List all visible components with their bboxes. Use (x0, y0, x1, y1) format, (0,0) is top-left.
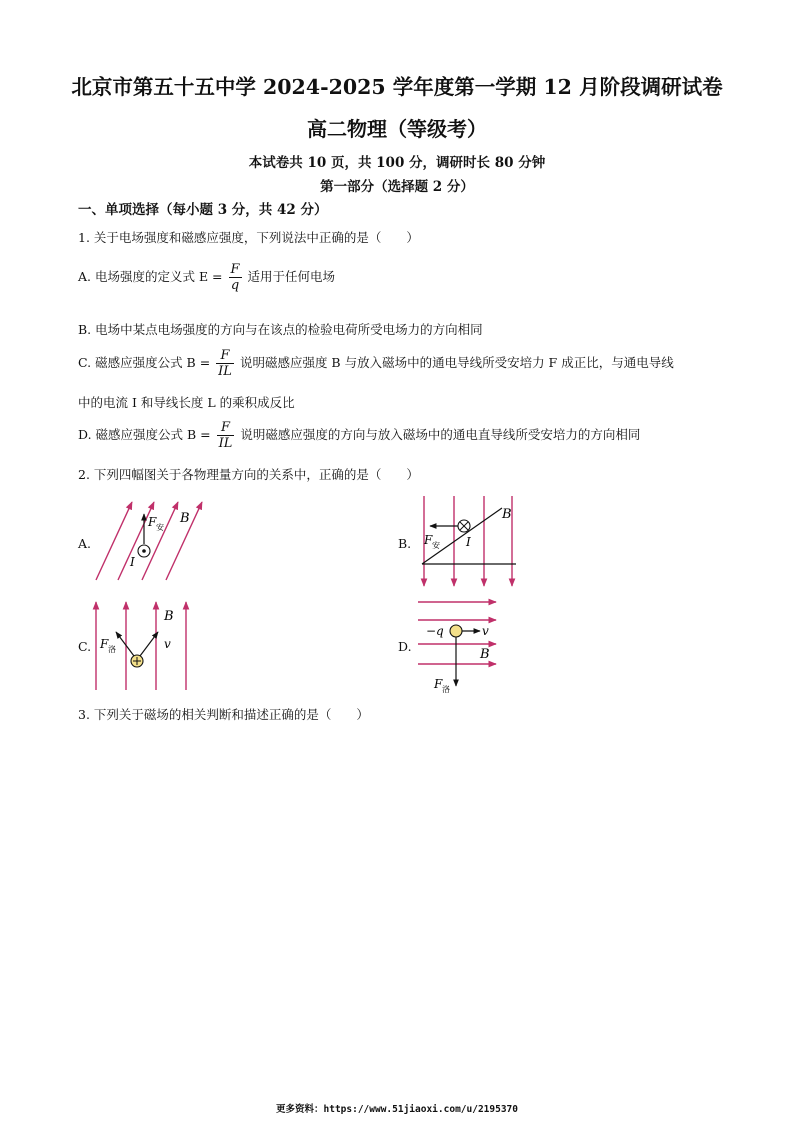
q1-stem: 1. 关于电场强度和磁感应强度，下列说法中正确的是（ ） (78, 230, 419, 245)
figure-c (92, 598, 202, 692)
q1-c-numerator: F (216, 348, 234, 364)
charge-label: −q (426, 624, 444, 638)
force-subscript: 安 (156, 523, 164, 532)
footer-link[interactable]: 更多资料：https://www.51jiaoxi.com/u/2195370 (276, 1104, 518, 1115)
part-heading: 第一部分（选择题 2 分） (320, 179, 474, 195)
q1-option-d (78, 420, 640, 451)
q1-c-prefix: C. 磁感应强度公式 B = (78, 355, 211, 370)
figure-d (416, 594, 500, 694)
q1-d-numerator: F (217, 420, 235, 436)
q1-d-suffix: 说明磁感应强度的方向与放入磁场中的通电直导线所受安培力的方向相同 (240, 427, 641, 442)
force-label: F (434, 677, 443, 691)
exam-info: 本试卷共 10 页，共 100 分，调研时长 80 分钟 (248, 155, 546, 171)
q1-option-a (78, 262, 335, 293)
q1-a-fraction (229, 262, 242, 293)
q3-stem: 3. 下列关于磁场的相关判断和描述正确的是（ ） (78, 707, 369, 722)
current-dot (142, 549, 146, 553)
q2-option-d-label: D. (398, 639, 412, 654)
field-label: B (164, 609, 174, 624)
force-label: F (148, 515, 157, 529)
field-label: B (480, 647, 490, 662)
current-label: I (130, 555, 135, 569)
negative-charge-symbol (450, 625, 462, 637)
q1-option-c (78, 348, 674, 379)
force-label: F (100, 637, 109, 651)
field-line (118, 502, 154, 580)
q1-a-suffix: 适用于任何电场 (247, 269, 336, 284)
velocity-label: v (482, 624, 489, 638)
q1-c-denominator: IL (218, 364, 232, 379)
q1-a-denominator: q (230, 278, 240, 293)
q1-d-fraction (217, 420, 235, 451)
q1-c-suffix: 说明磁感应强度 B 与放入磁场中的通电导线所受安培力 F 成正比，与通电导线 (239, 355, 674, 370)
figure-b (418, 494, 528, 590)
figure-a (92, 496, 222, 584)
section-heading: 一、单项选择（每小题 3 分，共 42 分） (78, 202, 328, 218)
force-subscript: 洛 (442, 685, 450, 694)
force-subscript: 安 (432, 541, 440, 550)
q1-c-fraction (216, 348, 234, 379)
q2-stem: 2. 下列四幅图关于各物理量方向的关系中，正确的是（ ） (78, 467, 419, 482)
force-subscript: 洛 (108, 645, 116, 654)
current-label: I (466, 535, 471, 549)
field-line (142, 502, 178, 580)
q1-d-prefix: D. 磁感应强度公式 B = (78, 427, 211, 442)
q2-option-a-label: A. (78, 536, 92, 551)
incline-slope (422, 508, 502, 564)
q1-d-denominator: IL (218, 436, 233, 451)
q2-option-c-label: C. (78, 639, 92, 654)
q2-option-b-label: B. (398, 536, 412, 551)
q1-a-prefix: A. 电场强度的定义式 E = (78, 269, 223, 284)
q1-a-numerator: F (230, 262, 240, 277)
velocity-label: v (164, 637, 171, 651)
field-line (96, 502, 132, 580)
q1-option-c-line2: 中的电流 I 和导线长度 L 的乘积成反比 (78, 395, 295, 410)
force-arrow (116, 632, 134, 656)
field-label: B (180, 511, 190, 526)
force-label: F (424, 533, 433, 547)
exam-subject: 高二物理（等级考） (307, 117, 487, 141)
field-label: B (502, 507, 512, 522)
exam-title: 北京市第五十五中学 2024-2025 学年度第一学期 12 月阶段调研试卷 (71, 75, 723, 99)
q1-option-b: B. 电场中某点电场强度的方向与在该点的检验电荷所受电场力的方向相同 (78, 322, 483, 337)
